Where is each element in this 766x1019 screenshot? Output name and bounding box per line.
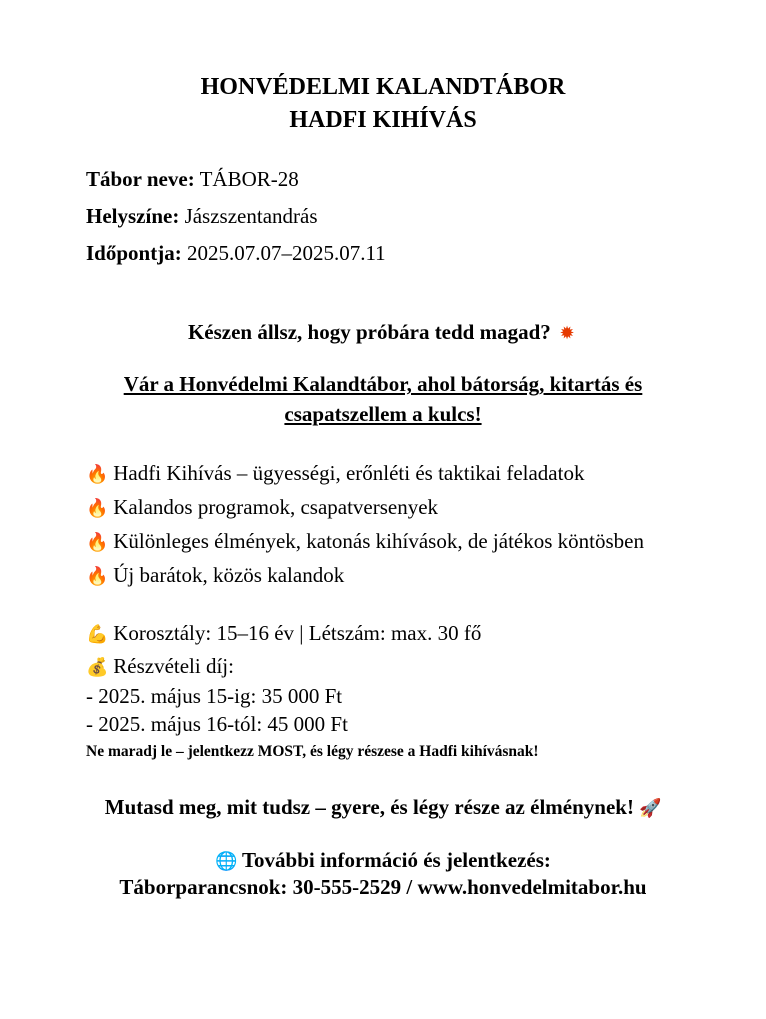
collision-icon: ✹ — [559, 323, 575, 344]
date-row — [86, 240, 386, 266]
flexed-biceps-icon: 💪 — [86, 624, 109, 645]
fire-icon: 🔥 — [86, 532, 109, 553]
cta-line — [0, 794, 766, 822]
camp-name-value: TÁBOR-28 — [199, 167, 299, 191]
feature-item — [86, 494, 438, 522]
feature-item — [86, 528, 644, 556]
invite-line-1: Vár a Honvédelmi Kalandtábor, ahol bátorság, kitartás és — [123, 372, 643, 396]
feature-item — [86, 460, 584, 488]
fire-icon: 🔥 — [86, 464, 109, 485]
location-value: Jászszentandrás — [184, 204, 318, 228]
fee-late: - 2025. május 16-tól: 45 000 Ft — [86, 712, 348, 736]
location-row — [86, 203, 318, 229]
camp-name-row — [86, 166, 299, 192]
rocket-icon: 🚀 — [639, 798, 662, 819]
contact-heading-row — [0, 847, 766, 875]
contact-line: Táborparancsnok: 30-555-2529 / www.honvedelmitabor.hu — [119, 875, 647, 899]
fire-icon: 🔥 — [86, 566, 109, 587]
globe-icon: 🌐 — [215, 851, 238, 872]
age-row — [86, 620, 481, 648]
fee-early: - 2025. május 15-ig: 35 000 Ft — [86, 684, 343, 708]
feature-text: Új barátok, közös kalandok — [113, 563, 345, 587]
feature-text: Hadfi Kihívás – ügyességi, erőnléti és taktikai feladatok — [113, 461, 585, 485]
money-bag-icon: 💰 — [86, 657, 109, 678]
camp-name-label: Tábor neve: — [86, 167, 195, 191]
location-label: Helyszíne: — [86, 204, 180, 228]
question-text: Készen állsz, hogy próbára tedd magad? — [187, 320, 551, 344]
fee-label: Részvételi díj: — [113, 654, 234, 678]
invite-line-2: csapatszellem a kulcs! — [284, 402, 482, 426]
question-line — [0, 319, 766, 347]
fire-icon: 🔥 — [86, 498, 109, 519]
fee-row — [86, 653, 234, 681]
title-line-2: HADFI KIHÍVÁS — [289, 107, 477, 133]
feature-item — [86, 562, 344, 590]
age-text: Korosztály: 15–16 év | Létszám: max. 30 fő — [113, 621, 482, 645]
contact-heading: További információ és jelentkezés: — [241, 848, 551, 872]
feature-text: Különleges élmények, katonás kihívások, de játékos köntösben — [113, 529, 644, 553]
urgent-note: Ne maradj le – jelentkezz MOST, és légy részese a Hadfi kihívásnak! — [86, 743, 539, 760]
date-value: 2025.07.07–2025.07.11 — [186, 241, 386, 265]
title-line-1: HONVÉDELMI KALANDTÁBOR — [200, 74, 566, 100]
date-label: Időpontja: — [86, 241, 182, 265]
cta-text: Mutasd meg, mit tudsz – gyere, és légy része az élménynek! — [104, 795, 634, 819]
feature-text: Kalandos programok, csapatversenyek — [113, 495, 439, 519]
